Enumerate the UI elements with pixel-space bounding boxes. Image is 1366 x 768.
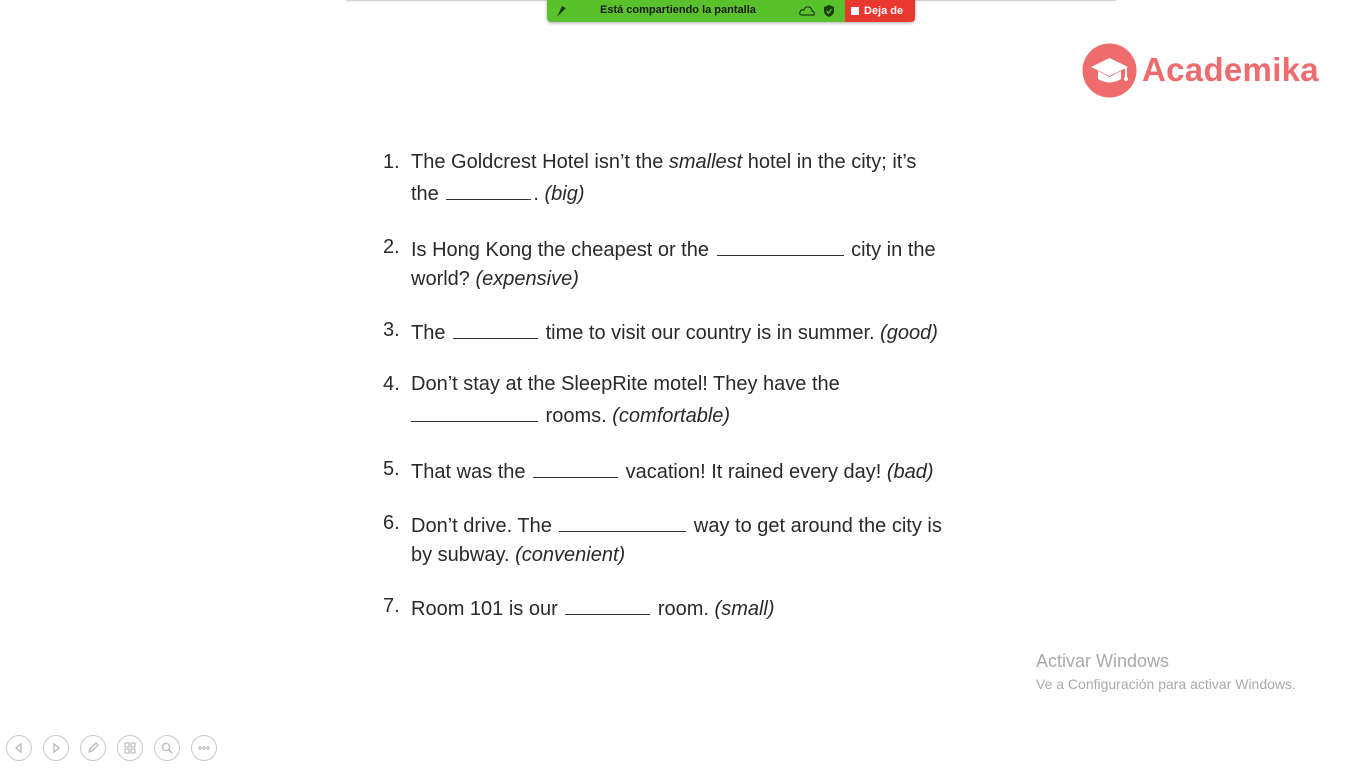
exercise-text-part: world? (411, 268, 476, 290)
exercise-hint: (big) (544, 183, 585, 205)
exercise-text (411, 148, 1023, 209)
exercise-text (411, 509, 1023, 570)
stop-share-button[interactable] (845, 0, 915, 22)
share-status-area[interactable] (547, 0, 845, 22)
exercise-text (411, 455, 1023, 487)
exercise-hint: (bad) (886, 461, 934, 483)
graduation-cap-icon (1082, 43, 1137, 98)
exercise-item-1 (383, 148, 1023, 209)
exercise-text-part: the (411, 183, 445, 205)
pen-tool-button[interactable] (80, 735, 106, 761)
screen-share-bar (547, 0, 915, 22)
exercise-emphasis: smallest (668, 151, 743, 173)
exercise-text-part: That was the (411, 461, 532, 483)
exercise-text-part: rooms. (540, 405, 613, 427)
exercise-number: 6. (383, 512, 400, 534)
exercise-hint: (convenient) (515, 544, 626, 566)
exercise-text-part: Is Hong Kong the cheapest or the (411, 239, 715, 261)
cloud-icon (799, 5, 815, 17)
exercise-hint: (expensive) (475, 268, 579, 290)
windows-activation-watermark (1036, 651, 1296, 692)
exercise-number: 4. (383, 373, 400, 395)
exercise-hint: (good) (880, 322, 938, 344)
watermark-subtitle: Ve a Configuración para activar Windows. (1036, 676, 1296, 692)
exercise-text-part: vacation! It rained every day! (620, 461, 887, 483)
exercise-item-3 (383, 316, 1023, 348)
see-all-slides-button[interactable] (117, 735, 143, 761)
answer-blank (453, 316, 538, 339)
exercise-number: 5. (383, 458, 400, 480)
exercise-number: 7. (383, 595, 400, 617)
exercise-text-part: time to visit our country is in summer. (540, 322, 881, 344)
answer-blank (565, 592, 650, 615)
exercise-text-part: hotel in the city; it’s (742, 151, 917, 173)
stop-share-label: Deja de (864, 5, 904, 17)
more-icon (197, 741, 211, 755)
more-options-button[interactable] (191, 735, 217, 761)
previous-slide-button[interactable] (6, 735, 32, 761)
next-icon (49, 741, 63, 755)
exercise-text-part: room. (652, 598, 715, 620)
exercise-hint: (small) (714, 598, 775, 620)
exercise-text (411, 233, 1023, 294)
exercise-item-2 (383, 233, 1023, 294)
answer-blank (446, 177, 531, 200)
exercise-text-part: city in the (845, 239, 936, 261)
exercise-hint: (comfortable) (612, 405, 731, 427)
exercise-text-part: The Goldcrest Hotel isn’t the (411, 151, 669, 173)
exercise-text-part: Room 101 is our (411, 598, 564, 620)
exercise-text-part: Don’t stay at the SleepRite motel! They have the (411, 373, 840, 395)
watermark-title: Activar Windows (1036, 651, 1170, 671)
academika-logo (1082, 42, 1319, 98)
exercise-text (411, 316, 1023, 348)
share-flag-icon (555, 4, 567, 18)
exercise-item-5 (383, 455, 1023, 487)
answer-blank (717, 233, 844, 256)
exercise-number: 1. (383, 151, 400, 173)
exercise-text-part: . (533, 183, 545, 205)
exercise-text-part: The (411, 322, 452, 344)
exercise-item-4 (383, 370, 1023, 431)
exercise-text-part: Don’t drive. The (411, 515, 558, 537)
slides-grid-icon (123, 741, 137, 755)
exercise-text (411, 592, 1023, 624)
stop-icon (851, 7, 859, 15)
pen-icon (86, 741, 100, 755)
answer-blank (533, 455, 618, 478)
answer-blank (411, 399, 538, 422)
exercise-item-7 (383, 592, 1023, 624)
logo-text: Academika (1142, 51, 1319, 88)
exercise-number: 2. (383, 236, 400, 258)
answer-blank (559, 509, 686, 532)
exercise-number: 3. (383, 319, 400, 341)
exercise-text-part: way to get around the city is (688, 515, 942, 537)
zoom-button[interactable] (154, 735, 180, 761)
shield-icon (823, 4, 835, 18)
zoom-icon (160, 741, 174, 755)
exercise-text (411, 370, 1023, 431)
exercise-list (383, 148, 1023, 624)
exercise-item-6 (383, 509, 1023, 570)
previous-icon (12, 741, 26, 755)
exercise-text-part: by subway. (411, 544, 516, 566)
share-status-text: Está compartiendo la pantalla (600, 4, 756, 16)
slideshow-controls (6, 735, 217, 761)
next-slide-button[interactable] (43, 735, 69, 761)
